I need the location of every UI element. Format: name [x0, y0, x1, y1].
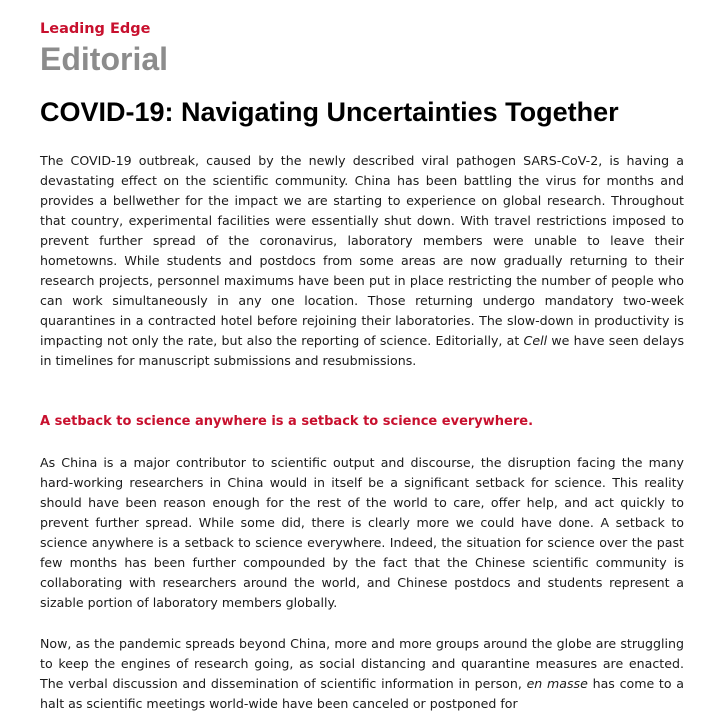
pull-quote: A setback to science anywhere is a setback to science everywhere.	[40, 414, 534, 429]
body-paragraph-1	[40, 151, 684, 371]
journal-name: Cell	[523, 333, 548, 348]
section-label: Leading Edge	[40, 21, 151, 37]
paragraph-1-text: The COVID-19 outbreak, caused by the newly described viral pathogen SARS-CoV-2, is having a devastating effect on the scientific community. China has been battling the virus for months and provides a bellwether for the impact we are starting to experience on global research. Throughout that country, experimental facilities were essentially shut down. With travel restrictions imposed to prevent further spread of the coronavirus, laboratory members were unable to leave their hometowns. While students and postdocs from some areas are now gradually returning to their research projects, personnel maximums have been put in place restricting the number of people who can work simultaneously in any one location. Those returning undergo mandatory two-week quarantines in a contracted hotel before rejoining their laboratories. The slow-down in productivity is impacting not only the rate, but also the reporting of science. Editorially, at	[40, 153, 684, 348]
paragraph-1-text-end: we have seen delays in timelines for manuscript submissions and resubmissions.	[40, 333, 685, 368]
paragraph-3-text-end: has come to a halt as scientific meetings world-wide have been canceled or postponed for	[40, 676, 684, 711]
italic-phrase: en masse	[526, 676, 588, 691]
body-paragraph-3	[40, 634, 684, 714]
paragraph-3-text: Now, as the pandemic spreads beyond China, more and more groups around the globe are struggling to keep the engines of research going, as social distancing and quarantine measures are enacted. The verbal discussion and dissemination of scientific information in person,	[40, 636, 684, 691]
article-title: COVID-19: Navigating Uncertainties Together	[40, 97, 619, 127]
article-type-heading: Editorial	[40, 41, 169, 77]
body-paragraph-2: As China is a major contributor to scientific output and discourse, the disruption facing the many hard-working researchers in China would in itself be a significant setback for science. This reality should have been reason enough for the rest of the world to care, offer help, and act quickly to prevent further spread. While some did, there is clearly more we could have done. A setback to science anywhere is a setback to science everywhere. Indeed, the situation for science over the past few months has been further compounded by the fact that the Chinese scientific community is collaborating with researchers around the world, and Chinese postdocs and students represent a sizable portion of laboratory members globally.	[40, 455, 684, 610]
